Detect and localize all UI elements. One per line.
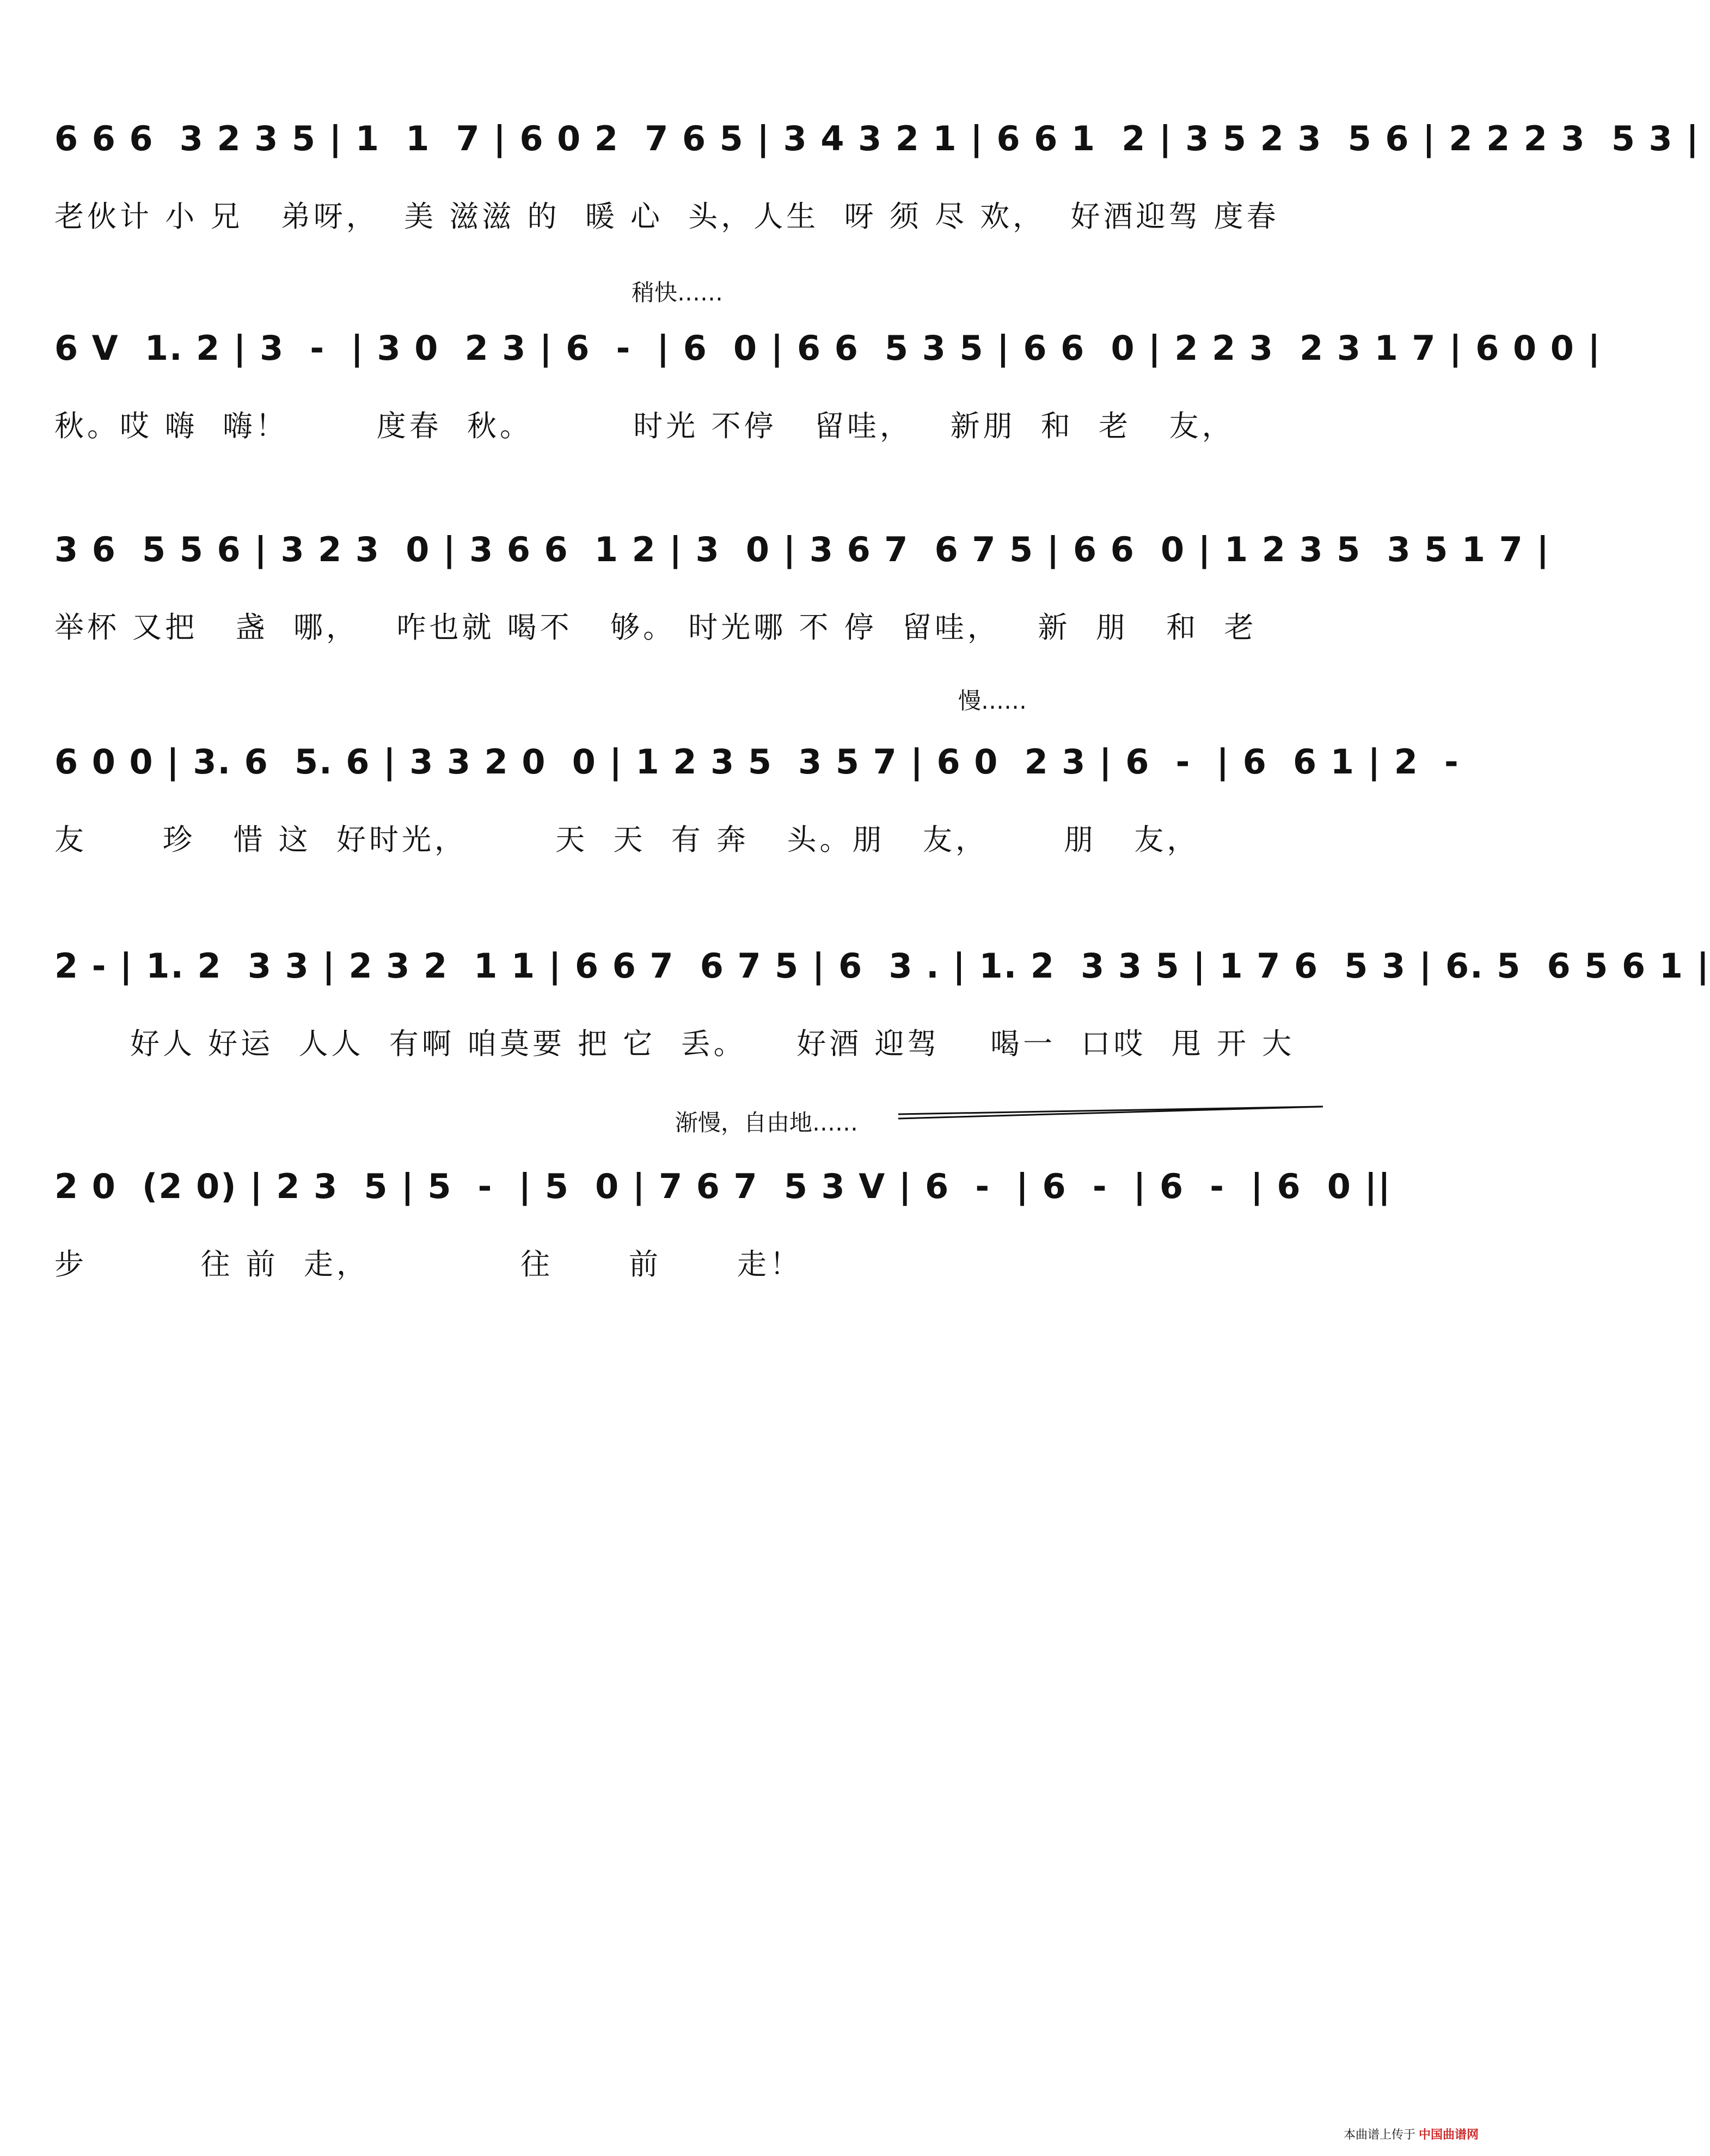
- notation-line-1: 6 6 6 3 2 3 5 | 1 1 7 | 6 0 2 7 6 5 | 3 4 3 2 1 | 6 6 1 2 | 3 5 2 3 5 6 | 2 2 2 3 5 3 |: [54, 119, 1700, 158]
- lyric-line-4: 友 珍 惜 这 好时光， 天 天 有 奔 头。朋 友， 朋 友，: [54, 822, 1200, 857]
- staff-system-3: [54, 512, 1550, 675]
- lyric-line-5: 好人 好运 人人 有啊 咱莫要 把 它 丢。 好酒 迎驾 喝一 口哎 甩 开 大: [54, 1027, 1295, 1061]
- notation-line-5: 2 - | 1. 2 3 3 | 2 3 2 1 1 | 6 6 7 6 7 5 | 6 3 . | 1. 2 3 3 5 | 1 7 6 5 3 | 6. 5 6 5 6 1 |: [54, 946, 1710, 986]
- staff-system-6: [54, 1148, 1464, 1312]
- notation-line-4: 6 0 0 | 3. 6 5. 6 | 3 3 2 0 0 | 1 2 3 5 3 5 7 | 6 0 2 3 | 6 - | 6 6 1 | 2 -: [54, 742, 1460, 782]
- decrescendo-hairpin: [898, 1102, 1323, 1135]
- notation-line-2: 6 V 1. 2 | 3 - | 3 0 2 3 | 6 - | 6 0 | 6 6 5 3 5 | 6 6 0 | 2 2 3 2 3 1 7 | 6 0 0 |: [54, 328, 1602, 368]
- lyric-line-2: 秋。哎 嗨 嗨！ 度春 秋。 时光 不停 留哇， 新朋 和 老 友，: [54, 409, 1235, 443]
- staff-system-4: [54, 724, 1464, 887]
- upload-credit-text: 本曲谱上传于: [1343, 2128, 1415, 2142]
- staff-system-2: [54, 310, 1602, 474]
- upload-credit: [1328, 2112, 1479, 2156]
- notation-line-6: 2 0 (2 0) | 2 3 5 | 5 - | 5 0 | 7 6 7 5 3 V | 6 - | 6 - | 6 - | 6 0 ||: [54, 1166, 1392, 1206]
- lyric-line-6: 步 往 前 走， 往 前 走！: [54, 1247, 802, 1281]
- notation-line-3: 3 6 5 5 6 | 3 2 3 0 | 3 6 6 1 2 | 3 0 | 3 6 7 6 7 5 | 6 6 0 | 1 2 3 5 3 5 1 7 |: [54, 530, 1550, 569]
- staff-system-1: [54, 101, 1700, 264]
- tempo-marking-faster: 稍快……: [632, 279, 724, 306]
- lyric-line-3: 举杯 又把 盏 哪， 咋也就 喝不 够。 时光哪 不 停 留哇， 新 朋 和 老: [54, 610, 1257, 644]
- staff-system-5: [54, 928, 1710, 1091]
- tempo-marking-slow: 慢……: [958, 687, 1027, 714]
- site-logo-text: 中国曲谱网: [1419, 2128, 1479, 2142]
- lyric-line-1: 老伙计 小 兄 弟呀， 美 滋滋 的 暖 心 头，人生 呀 须 尽 欢， 好酒迎驾 度春: [54, 199, 1279, 234]
- tempo-marking-rit: 渐慢，自由地……: [675, 1109, 859, 1136]
